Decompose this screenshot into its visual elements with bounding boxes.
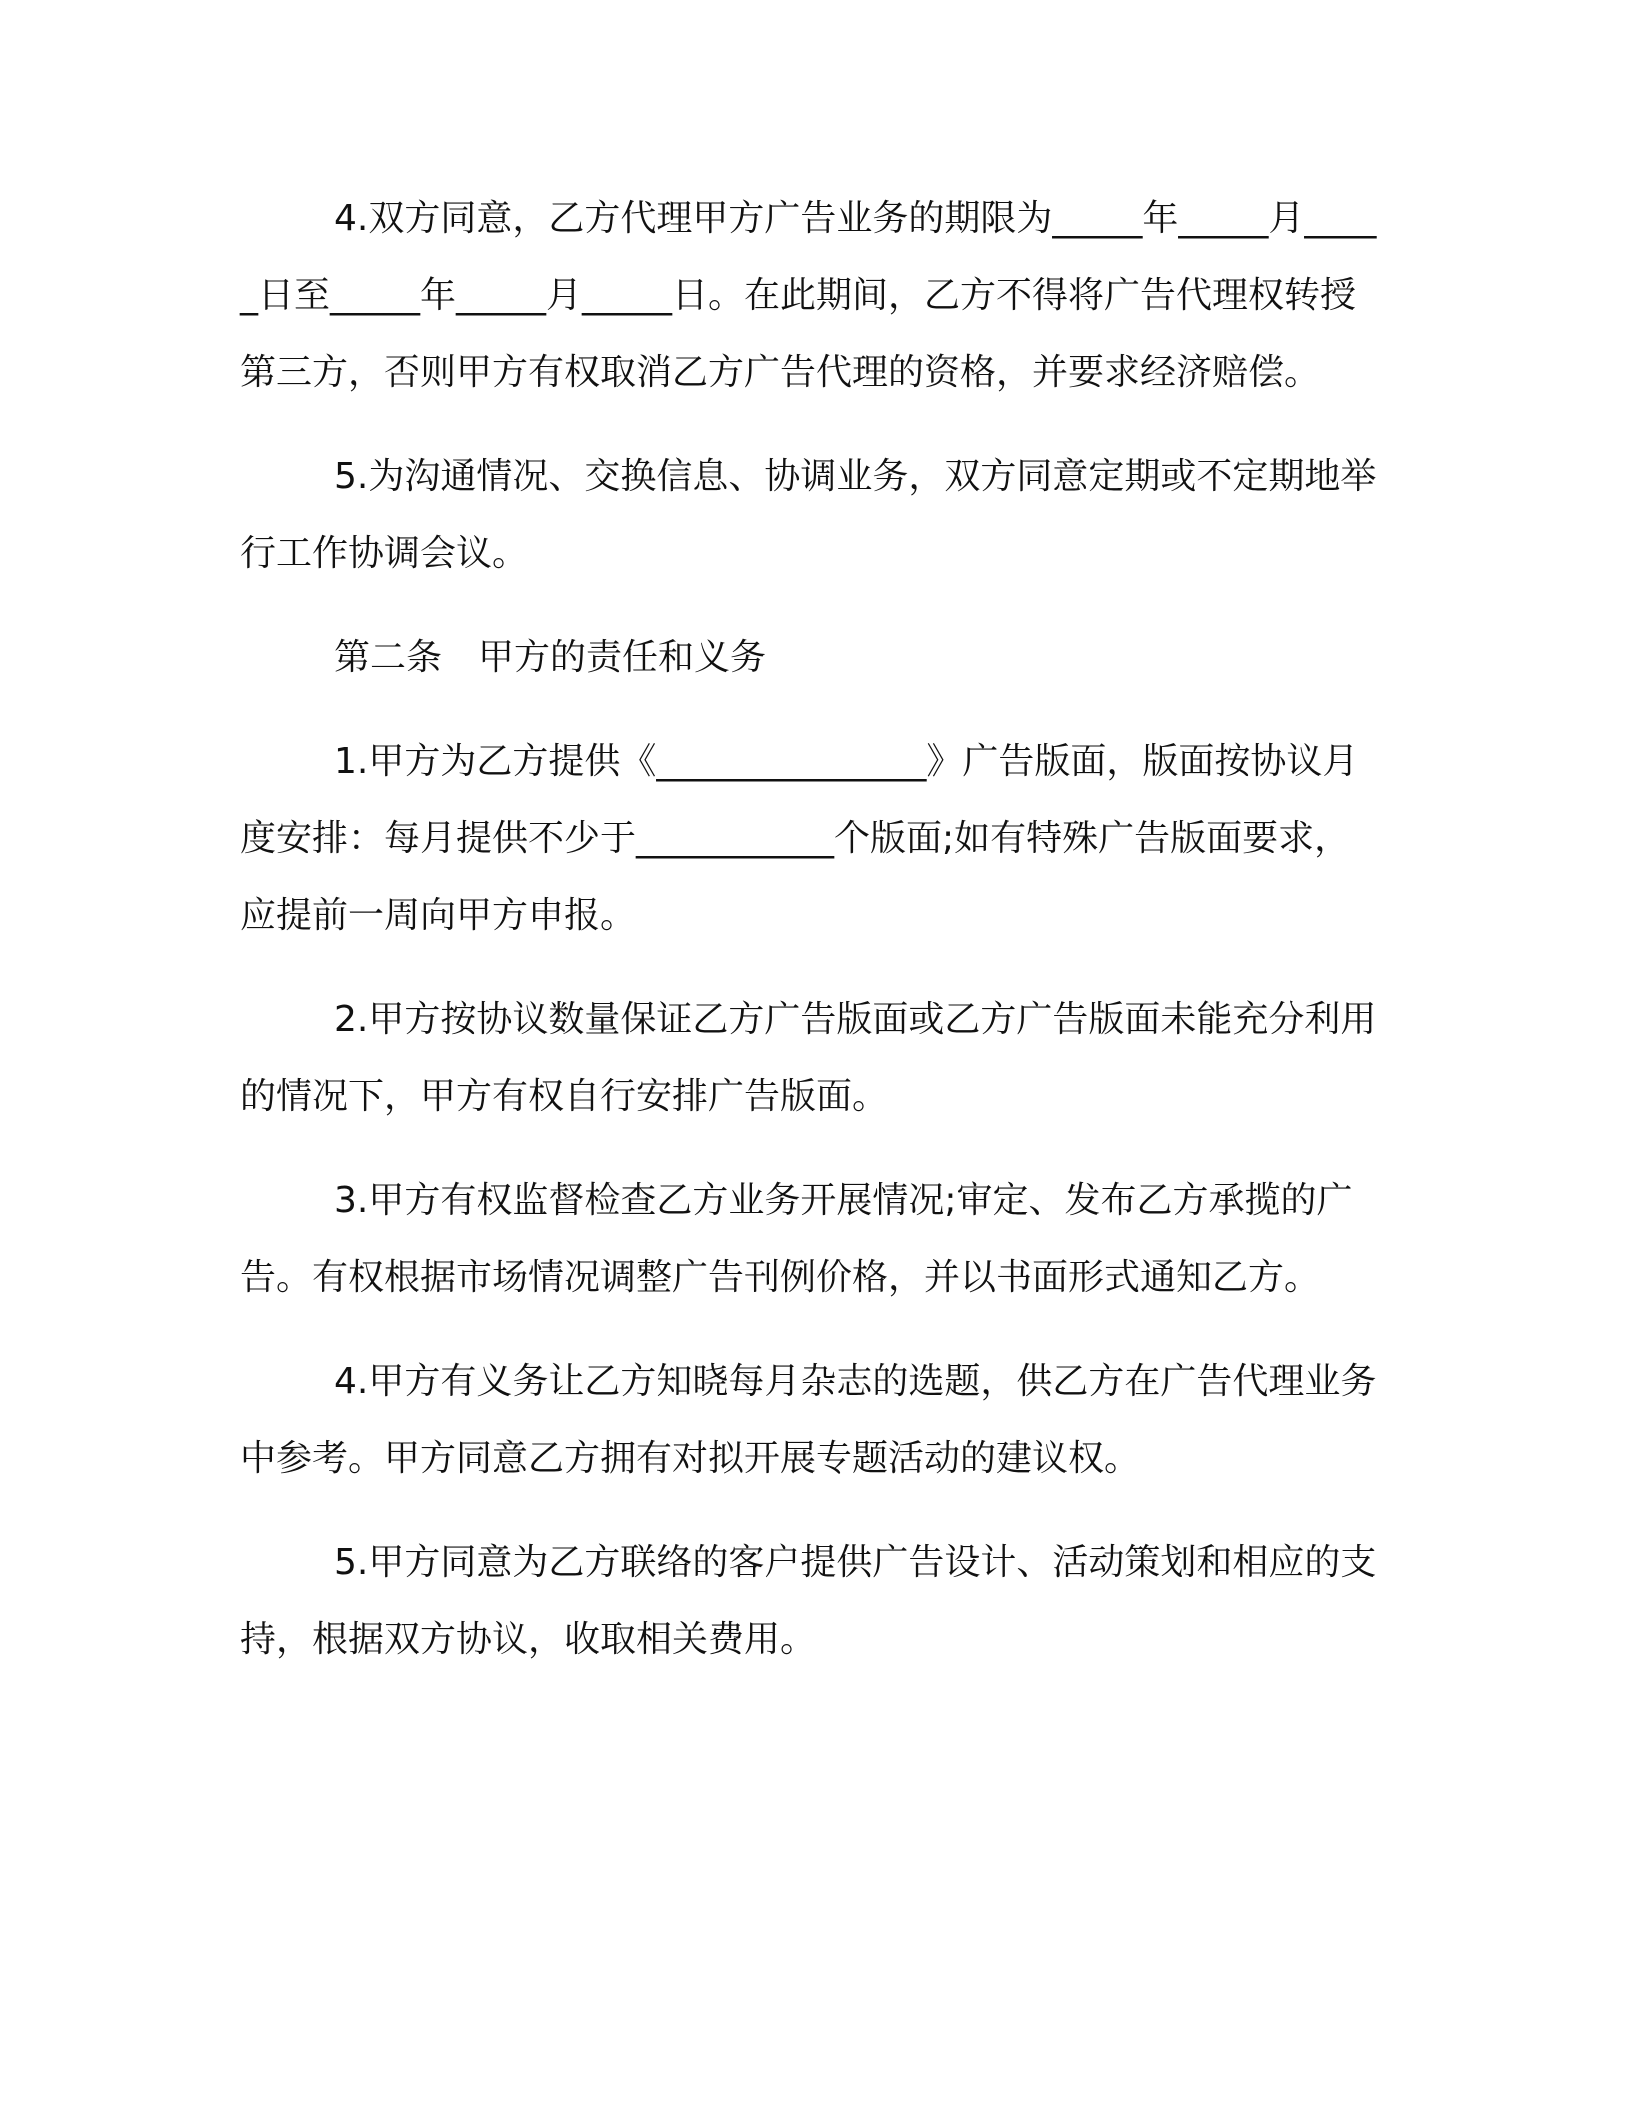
section-item-5: 5.甲方同意为乙方联络的客户提供广告设计、活动策划和相应的支持，根据双方协议，收取相关费用。 bbox=[240, 1542, 1377, 1660]
document-body bbox=[240, 180, 1380, 1705]
section-item-1: 1.甲方为乙方提供《_______________》广告版面，版面按协议月度安排：每月提供不少于___________个版面;如有特殊广告版面要求，应提前一周向甲方申报。 bbox=[240, 741, 1359, 936]
section-item-4: 4.甲方有义务让乙方知晓每月杂志的选题，供乙方在广告代理业务中参考。甲方同意乙方拥有对拟开展专题活动的建议权。 bbox=[240, 1361, 1377, 1479]
section-item-3: 3.甲方有权监督检查乙方业务开展情况;审定、发布乙方承揽的广告。有权根据市场情况调整广告刊例价格，并以书面形式通知乙方。 bbox=[240, 1180, 1353, 1298]
paragraph-agency-term: 4.双方同意，乙方代理甲方广告业务的期限为_____年_____月_____日至_____年_____月_____日。在此期间，乙方不得将广告代理权转授第三方，否则甲方有权取消乙方广告代理的资格，并要求经济赔偿。 bbox=[240, 198, 1377, 393]
section-heading: 第二条 甲方的责任和义务 bbox=[334, 637, 767, 678]
paragraph-coordination-meeting: 5.为沟通情况、交换信息、协调业务，双方同意定期或不定期地举行工作协调会议。 bbox=[240, 456, 1377, 574]
section-item-2: 2.甲方按协议数量保证乙方广告版面或乙方广告版面未能充分利用的情况下，甲方有权自行安排广告版面。 bbox=[240, 999, 1377, 1117]
